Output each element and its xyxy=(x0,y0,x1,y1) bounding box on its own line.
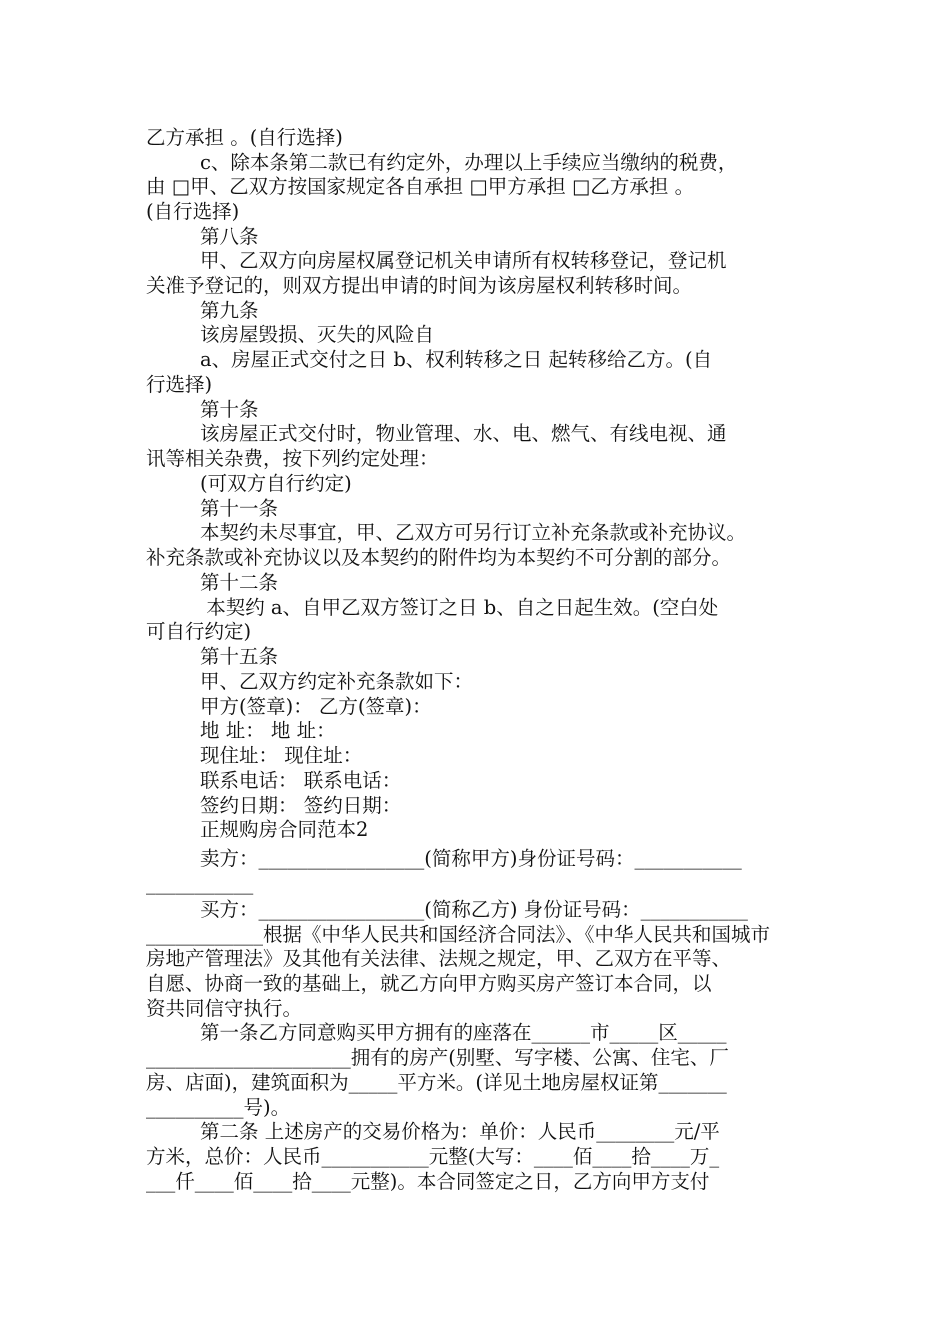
residence-line: 现住址： 现住址： xyxy=(200,744,363,767)
article-heading: 第九条 xyxy=(200,299,259,322)
text-line: ___仟____佰____拾____元整)。本合同签定之日，乙方向甲方支付 xyxy=(146,1170,710,1193)
text-line: 行选择) xyxy=(146,373,213,396)
text-line: 方米，总价：人民币___________元整(大写：____佰____拾____万_ xyxy=(146,1145,720,1168)
address-line: 地 址： 地 址： xyxy=(200,719,336,742)
text-line: 本契约 a、自甲乙双方签订之日 b、自之日起生效。(空白处 xyxy=(200,596,719,619)
text-line: 甲、乙双方约定补充条款如下： xyxy=(200,670,474,693)
text-line: 第一条乙方同意购买甲方拥有的座落在______市_____区_____ xyxy=(200,1021,727,1044)
text-line: 资共同信守执行。 xyxy=(146,997,303,1020)
date-line: 签约日期： 签约日期： xyxy=(200,794,402,817)
article-heading: 第十五条 xyxy=(200,645,279,668)
text-line: __________号)。 xyxy=(146,1096,291,1119)
text-line: 乙方承担 。(自行选择) xyxy=(146,126,343,149)
text-line: (自行选择) xyxy=(146,200,240,223)
text-line: 可自行约定) xyxy=(146,620,252,643)
text-line: 关准予登记的，则双方提出申请的时间为该房屋权利转移时间。 xyxy=(146,274,693,297)
text-line: 甲、乙双方向房屋权属登记机关申请所有权转移登记，登记机 xyxy=(200,249,727,272)
article-heading: 第十一条 xyxy=(200,497,279,520)
seller-line: 卖方：_________________(简称甲方)身份证号码：___________ xyxy=(200,847,742,870)
text-line: ____________根据《中华人民共和国经济合同法》、《中华人民共和国城市 xyxy=(146,923,771,946)
text-line: 房、店面)，建筑面积为_____平方米。(详见土地房屋权证第_______ xyxy=(146,1071,727,1094)
text-line: 该房屋毁损、灭失的风险自 xyxy=(200,323,435,346)
article-heading: 第八条 xyxy=(200,225,259,248)
text-line: 第二条 上述房产的交易价格为：单价：人民币________元/平 xyxy=(200,1120,720,1143)
text-line: 自愿、协商一致的基础上，就乙方向甲方购买房产签订本合同，以 xyxy=(146,972,712,995)
text-line: 由 □甲、乙双方按国家规定各自承担 □甲方承担 □乙方承担 。 xyxy=(146,175,695,198)
phone-line: 联系电话： 联系电话： xyxy=(200,769,402,792)
buyer-line: 买方：_________________(简称乙方) 身份证号码：___________ xyxy=(200,898,748,921)
text-line: 房地产管理法》及其他有关法律、法规之规定，甲、乙双方在平等、 xyxy=(146,947,732,970)
text-line: (可双方自行约定) xyxy=(200,472,352,495)
section-title: 正规购房合同范本2 xyxy=(200,818,369,841)
text-line: ___________ xyxy=(146,872,254,895)
text-line: 补充条款或补充协议以及本契约的附件均为本契约不可分割的部分。 xyxy=(146,546,732,569)
text-line: 该房屋正式交付时，物业管理、水、电、燃气、有线电视、通 xyxy=(200,422,727,445)
text-line: 讯等相关杂费，按下列约定处理： xyxy=(146,447,439,470)
article-heading: 第十条 xyxy=(200,398,259,421)
text-line: _____________________拥有的房产(别墅、写字楼、公寓、住宅、厂 xyxy=(146,1046,729,1069)
text-line: 本契约未尽事宜，甲、乙双方可另行订立补充条款或补充协议。 xyxy=(200,521,747,544)
signature-line: 甲方(签章)： 乙方(签章)： xyxy=(200,695,432,718)
article-heading: 第十二条 xyxy=(200,571,279,594)
text-line: c、除本条第二款已有约定外，办理以上手续应当缴纳的税费， xyxy=(200,151,738,174)
text-line: a、房屋正式交付之日 b、权利转移之日 起转移给乙方。(自 xyxy=(200,348,713,371)
